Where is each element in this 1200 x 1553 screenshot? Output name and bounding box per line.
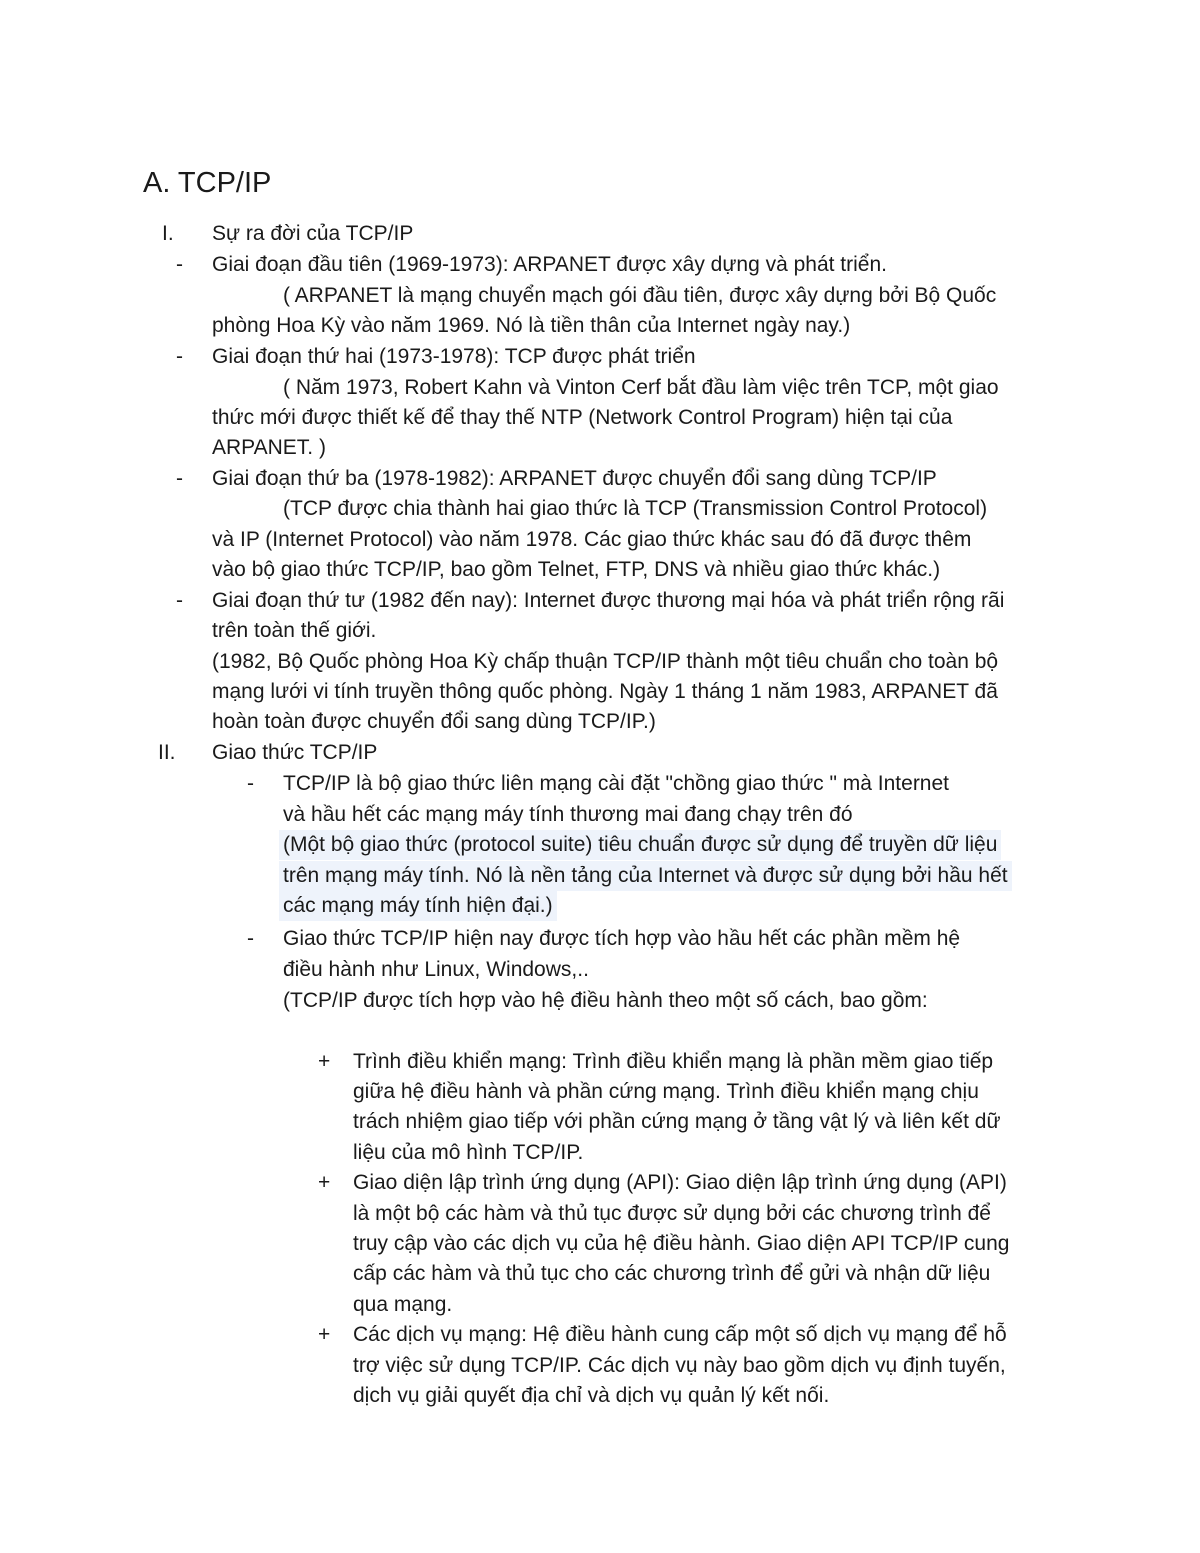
- sublist-item-line: trách nhiệm giao tiếp với phần cứng mạng ở tầng vật lý và liên kết dữ: [353, 1110, 1001, 1133]
- section-marker: II.: [158, 741, 176, 764]
- sublist-item-line: Các dịch vụ mạng: Hệ điều hành cung cấp một số dịch vụ mạng để hỗ: [353, 1323, 1007, 1346]
- sublist-item-line: trợ việc sử dụng TCP/IP. Các dịch vụ này bao gồm dịch vụ định tuyến,: [353, 1354, 1006, 1377]
- list-item-line: ARPANET. ): [212, 436, 326, 459]
- list-item-line: điều hành như Linux, Windows,..: [283, 958, 589, 981]
- dash-bullet: -: [176, 589, 183, 612]
- list-item-line: và IP (Internet Protocol) vào năm 1978. Các giao thức khác sau đó đã được thêm: [212, 528, 972, 551]
- list-item-line: ( ARPANET là mạng chuyển mạch gói đầu tiên, được xây dựng bởi Bộ Quốc: [283, 284, 997, 307]
- document-heading: A. TCP/IP: [143, 167, 272, 199]
- list-item-line: (TCP/IP được tích hợp vào hệ điều hành theo một số cách, bao gồm:: [283, 989, 928, 1012]
- sublist-item-line: cấp các hàm và thủ tục cho các chương trình để gửi và nhận dữ liệu: [353, 1262, 991, 1285]
- dash-bullet: -: [176, 345, 183, 368]
- list-item-line: Giai đoạn thứ tư (1982 đến nay): Internet được thương mại hóa và phát triển rộng rãi: [212, 589, 1005, 612]
- list-item-line: và hầu hết các mạng máy tính thương mai đang chạy trên đó: [283, 803, 853, 826]
- list-item-line: vào bộ giao thức TCP/IP, bao gồm Telnet, FTP, DNS và nhiều giao thức khác.): [212, 558, 941, 581]
- highlighted-line: trên mạng máy tính. Nó là nền tảng của Internet và được sử dụng bởi hầu hết: [279, 861, 1012, 891]
- section-title: Sự ra đời của TCP/IP: [212, 222, 414, 245]
- sublist-item-line: giữa hệ điều hành và phần cứng mạng. Trình điều khiển mạng chịu: [353, 1080, 979, 1103]
- list-item-line: Giao thức TCP/IP hiện nay được tích hợp vào hầu hết các phần mềm hệ: [283, 927, 961, 950]
- list-item-line: (TCP được chia thành hai giao thức là TCP (Transmission Control Protocol): [283, 497, 988, 520]
- dash-bullet: -: [247, 772, 254, 795]
- list-item-line: TCP/IP là bộ giao thức liên mạng cài đặt "chồng giao thức " mà Internet: [283, 772, 950, 795]
- sublist-item-line: dịch vụ giải quyết địa chỉ và dịch vụ quản lý kết nối.: [353, 1384, 830, 1407]
- list-item-line: mạng lưới vi tính truyền thông quốc phòng. Ngày 1 tháng 1 năm 1983, ARPANET đã: [212, 680, 998, 703]
- sublist-item-line: Trình điều khiển mạng: Trình điều khiển mạng là phần mềm giao tiếp: [353, 1050, 994, 1073]
- dash-bullet: -: [176, 253, 183, 276]
- section-marker: I.: [162, 222, 174, 245]
- sublist-item-line: qua mạng.: [353, 1293, 453, 1316]
- dash-bullet: -: [176, 467, 183, 490]
- list-item-line: phòng Hoa Kỳ vào năm 1969. Nó là tiền thân của Internet ngày nay.): [212, 314, 851, 337]
- list-item-line: Giai đoạn thứ ba (1978-1982): ARPANET được chuyển đổi sang dùng TCP/IP: [212, 467, 937, 490]
- plus-bullet: +: [318, 1171, 331, 1194]
- highlighted-line: các mạng máy tính hiện đại.): [279, 891, 557, 921]
- list-item-line: thức mới được thiết kế để thay thế NTP (Network Control Program) hiện tại của: [212, 406, 953, 429]
- sublist-item-line: là một bộ các hàm và thủ tục được sử dụng bởi các chương trình để: [353, 1202, 991, 1225]
- list-item-line: (1982, Bộ Quốc phòng Hoa Kỳ chấp thuận TCP/IP thành một tiêu chuẩn cho toàn bộ: [212, 650, 999, 673]
- list-item-line: Giai đoạn đầu tiên (1969-1973): ARPANET được xây dựng và phát triển.: [212, 253, 887, 276]
- sublist-item-line: Giao diện lập trình ứng dụng (API): Giao diện lập trình ứng dụng (API): [353, 1171, 1007, 1194]
- highlighted-line: (Một bộ giao thức (protocol suite) tiêu chuẩn được sử dụng để truyền dữ liệu: [279, 830, 1001, 860]
- list-item-line: trên toàn thế giới.: [212, 619, 377, 642]
- dash-bullet: -: [247, 927, 254, 950]
- plus-bullet: +: [318, 1050, 331, 1073]
- section-title: Giao thức TCP/IP: [212, 741, 378, 764]
- sublist-item-line: truy cập vào các dịch vụ của hệ điều hành. Giao diện API TCP/IP cung: [353, 1232, 1010, 1255]
- list-item-line: Giai đoạn thứ hai (1973-1978): TCP được phát triển: [212, 345, 696, 368]
- sublist-item-line: liệu của mô hình TCP/IP.: [353, 1141, 584, 1164]
- list-item-line: ( Năm 1973, Robert Kahn và Vinton Cerf bắt đầu làm việc trên TCP, một giao: [283, 376, 999, 399]
- list-item-line: hoàn toàn được chuyển đổi sang dùng TCP/IP.): [212, 710, 656, 733]
- plus-bullet: +: [318, 1323, 331, 1346]
